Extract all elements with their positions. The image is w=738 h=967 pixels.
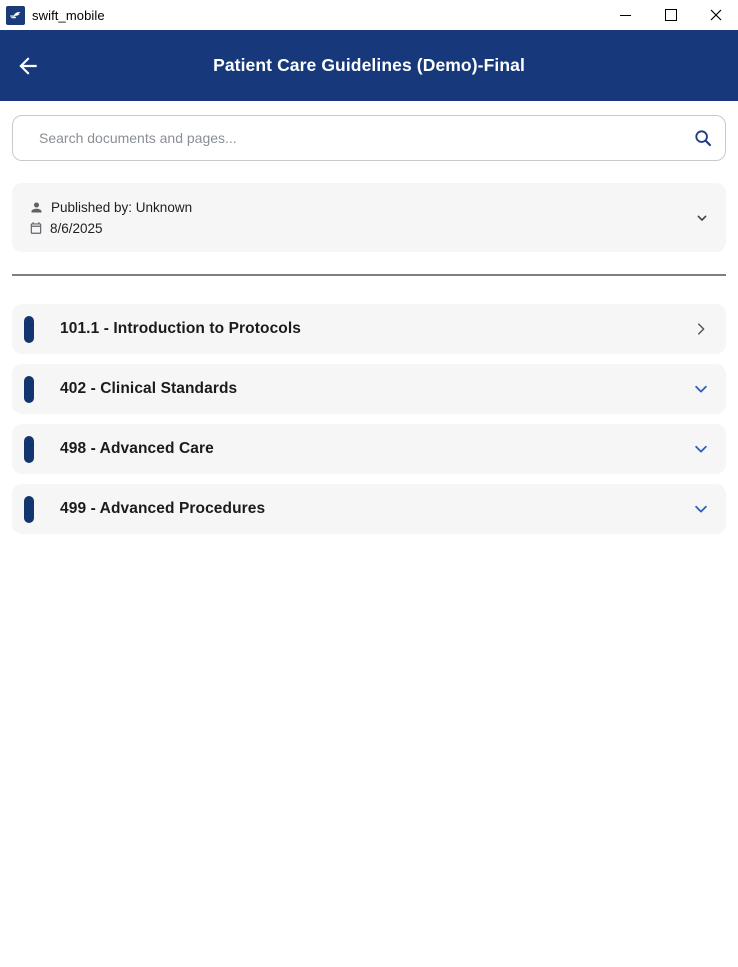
section-label: 101.1 - Introduction to Protocols — [60, 320, 301, 337]
divider — [12, 274, 726, 276]
chevron-down-icon — [692, 380, 710, 398]
chevron-down-icon — [692, 500, 710, 518]
minimize-button[interactable] — [603, 0, 648, 30]
section-item-498[interactable] — [12, 424, 726, 474]
section-label: 499 - Advanced Procedures — [60, 500, 266, 517]
section-item-402[interactable] — [12, 364, 726, 414]
close-button[interactable] — [693, 0, 738, 30]
maximize-icon — [665, 9, 677, 21]
document-info-card[interactable] — [12, 183, 726, 252]
arrow-left-icon — [15, 53, 41, 79]
search-bar — [12, 115, 726, 161]
calendar-icon — [29, 221, 43, 235]
search-icon — [692, 127, 714, 149]
published-date-text: 8/6/2025 — [50, 220, 103, 236]
page-title: Patient Care Guidelines (Demo)-Final — [213, 55, 525, 75]
published-by-row — [29, 200, 192, 215]
chevron-down-icon — [694, 210, 710, 226]
chevron-down-icon — [692, 440, 710, 458]
app-header — [0, 30, 738, 101]
window-title: swift_mobile — [32, 7, 105, 23]
published-by-text: Published by: Unknown — [51, 199, 193, 215]
published-date-row — [29, 221, 192, 236]
back-button[interactable] — [13, 51, 43, 81]
accent-bar — [24, 436, 34, 463]
main-content — [0, 101, 738, 967]
section-item-101-1[interactable] — [12, 304, 726, 354]
window-titlebar — [0, 0, 738, 30]
document-info-lines — [29, 200, 192, 236]
close-icon — [710, 9, 722, 21]
search-input[interactable] — [13, 130, 681, 146]
person-icon — [29, 200, 44, 215]
minimize-icon — [620, 15, 631, 16]
maximize-button[interactable] — [648, 0, 693, 30]
app-logo-icon — [6, 6, 25, 25]
window-controls — [603, 0, 738, 30]
section-list — [12, 304, 726, 534]
accent-bar — [24, 496, 34, 523]
search-button[interactable] — [681, 116, 725, 160]
section-label: 498 - Advanced Care — [60, 440, 214, 457]
chevron-right-icon — [692, 320, 710, 338]
accent-bar — [24, 316, 34, 343]
section-label: 402 - Clinical Standards — [60, 380, 238, 397]
accent-bar — [24, 376, 34, 403]
section-item-499[interactable] — [12, 484, 726, 534]
